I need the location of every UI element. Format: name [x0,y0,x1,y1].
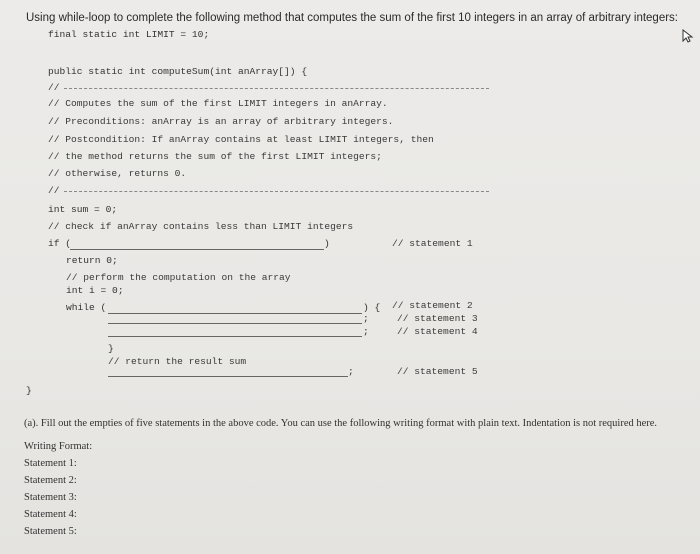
label-statement5: // statement 5 [397,366,478,377]
instruction-part-a: (a). Fill out the empties of five statements in the above code. You can use the following writing format with plain text. Indentation is not required here. [24,418,658,429]
code-sum-init: int sum = 0; [48,204,118,215]
comment-method-returns: // the method returns the sum of the first LIMIT integers; [48,151,382,162]
statement-4-label: Statement 4: [24,509,77,520]
comment-otherwise: // otherwise, returns 0. [48,168,187,179]
label-statement1: // statement 1 [392,238,473,249]
statement4-blank [108,336,362,337]
question-title: Using while-loop to complete the following method that computes the sum of the first 10 integers in an array of arbitrary integers: [26,12,678,24]
code-semicolon-3: ; [363,313,369,324]
code-return-zero: return 0; [66,255,118,266]
statement-3-label: Statement 3: [24,492,77,503]
code-semicolon-5: ; [348,366,354,377]
dashed-separator [64,191,489,192]
statement3-blank [108,323,362,324]
writing-format-label: Writing Format: [24,441,93,452]
code-while-close: ) { [363,302,381,313]
code-while: while ( [66,302,107,313]
label-statement2: // statement 2 [392,300,473,311]
label-statement4: // statement 4 [397,326,478,337]
comment-return-result: // return the result sum [108,356,247,367]
statement2-blank [108,313,362,314]
dashed-separator [64,88,489,89]
comment-computes: // Computes the sum of the first LIMIT integers in anArray. [48,98,388,109]
code-if: if ( [48,238,72,249]
code-dash-start: // [48,82,60,93]
code-semicolon-4: ; [363,326,369,337]
code-if-close: ) [324,238,330,249]
code-int-i: int i = 0; [66,285,124,296]
code-close-method-brace: } [26,385,32,396]
statement5-blank [108,376,348,377]
mouse-cursor-icon [681,29,695,43]
statement-2-label: Statement 2: [24,475,77,486]
code-dash-end: // [48,185,60,196]
statement-5-label: Statement 5: [24,526,77,537]
comment-preconditions: // Preconditions: anArray is an array of arbitrary integers. [48,116,394,127]
statement-1-label: Statement 1: [24,458,77,469]
code-close-while-brace: } [108,343,114,354]
code-limit-line: final static int LIMIT = 10; [48,29,210,40]
comment-check: // check if anArray contains less than LIMIT integers [48,221,354,232]
comment-perform: // perform the computation on the array [66,272,291,283]
code-method-signature: public static int computeSum(int anArray[]) { [48,66,308,77]
comment-postcondition: // Postcondition: If anArray contains at least LIMIT integers, then [48,134,434,145]
label-statement3: // statement 3 [397,313,478,324]
statement1-blank [70,249,324,250]
